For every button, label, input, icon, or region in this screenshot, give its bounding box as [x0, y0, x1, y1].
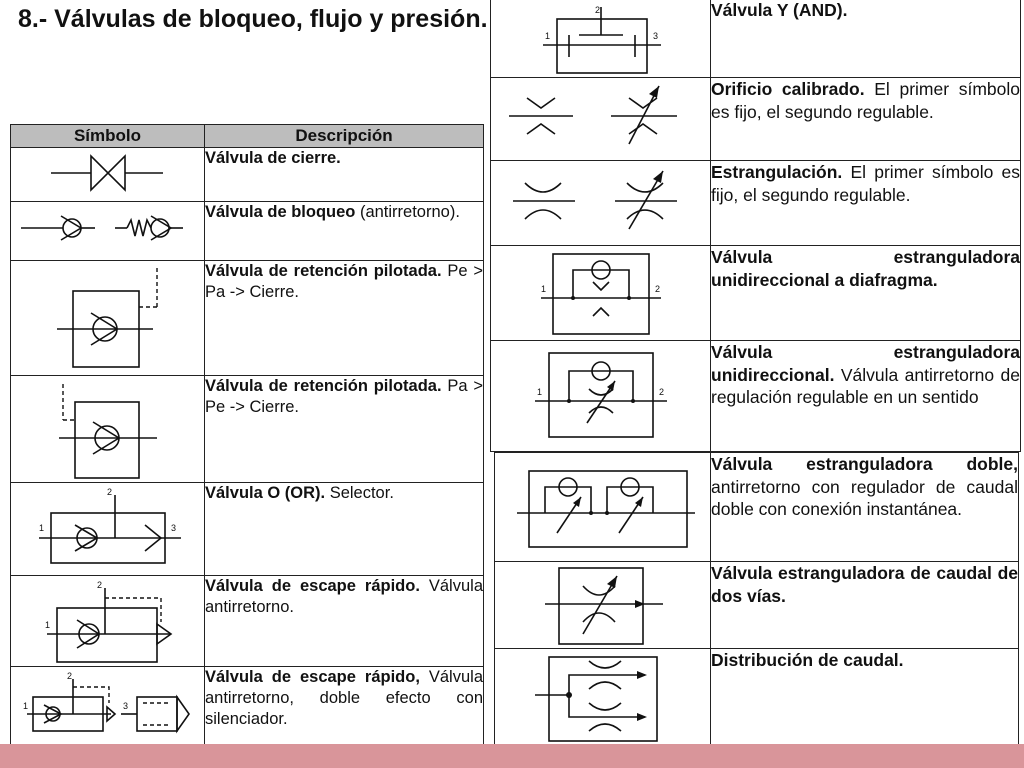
header-symbol: Símbolo — [11, 125, 205, 148]
symbol-cell — [495, 562, 711, 649]
description-cell: Válvula de escape rápido, Válvula antirretorno, doble efecto con silenciador. — [205, 667, 484, 748]
check-valve-icon — [11, 202, 205, 260]
table-row — [11, 576, 484, 667]
header-description: Descripción — [205, 125, 484, 148]
table-row — [491, 78, 1021, 161]
description-cell: Válvula de retención pilotada. Pa > Pe -> Cierre. — [205, 376, 484, 483]
shutoff-valve-icon — [11, 148, 205, 201]
svg-text:3: 3 — [653, 31, 659, 41]
quick-exhaust-silencer-icon — [11, 667, 205, 747]
piloted-check-valve-icon — [11, 261, 205, 375]
svg-text:1: 1 — [39, 523, 45, 533]
description-cell: Orificio calibrado. El primer símbolo es fijo, el segundo regulable. — [711, 78, 1021, 161]
table-row — [495, 562, 1019, 649]
and-valve-icon — [491, 0, 711, 77]
description-cell: Válvula Y (AND). — [711, 0, 1021, 78]
svg-text:1: 1 — [541, 284, 547, 294]
symbol-cell — [491, 78, 711, 161]
table-row — [11, 483, 484, 576]
description-cell: Válvula estranguladora unidireccional a diafragma. — [711, 246, 1021, 341]
description-cell: Válvula estranguladora de caudal de dos vías. — [711, 562, 1019, 649]
symbol-cell — [11, 376, 205, 483]
table-row — [491, 246, 1021, 341]
svg-text:3: 3 — [123, 701, 129, 711]
table-row — [11, 667, 484, 748]
description-cell: Estrangulación. El primer símbolo es fijo, el segundo regulable. — [711, 161, 1021, 246]
description-cell: Distribución de caudal. — [711, 649, 1019, 748]
symbol-cell — [11, 148, 205, 202]
svg-text:2: 2 — [659, 387, 665, 397]
symbol-cell — [11, 483, 205, 576]
svg-text:1: 1 — [537, 387, 543, 397]
svg-text:1: 1 — [23, 701, 29, 711]
table-row — [11, 148, 484, 202]
svg-text:2: 2 — [595, 5, 601, 15]
svg-text:2: 2 — [67, 671, 73, 681]
svg-text:2: 2 — [97, 580, 103, 590]
table-row — [11, 202, 484, 261]
table-row — [491, 161, 1021, 246]
symbol-cell — [491, 246, 711, 341]
left-symbol-table — [10, 124, 484, 748]
symbol-cell — [491, 341, 711, 452]
symbol-cell — [11, 202, 205, 261]
right-symbol-table — [490, 0, 1021, 452]
svg-text:2: 2 — [107, 487, 113, 497]
footer-band — [0, 744, 1024, 768]
svg-text:3: 3 — [171, 523, 177, 533]
two-way-flow-control-icon — [495, 562, 711, 648]
svg-text:2: 2 — [655, 284, 661, 294]
quick-exhaust-valve-icon — [11, 576, 205, 666]
flow-divider-icon — [495, 649, 711, 747]
table-row — [491, 341, 1021, 452]
table-row — [11, 261, 484, 376]
calibrated-orifice-icon — [491, 78, 711, 160]
symbol-cell — [495, 453, 711, 562]
description-cell: Válvula estranguladora doble, antirretorno con regulador de caudal doble con conexión instantánea. — [711, 453, 1019, 562]
table-row — [495, 453, 1019, 562]
description-cell: Válvula estranguladora unidireccional. Válvula antirretorno de regulación regulable en un sentido — [711, 341, 1021, 452]
piloted-check-valve-icon — [11, 376, 205, 482]
description-cell: Válvula de bloqueo (antirretorno). — [205, 202, 484, 261]
symbol-cell — [495, 649, 711, 748]
description-cell: Válvula O (OR). Selector. — [205, 483, 484, 576]
table-row — [11, 376, 484, 483]
or-valve-icon — [11, 483, 205, 575]
right-symbol-table-lower — [494, 452, 1019, 748]
symbol-cell — [11, 667, 205, 748]
section-title: 8.- Válvulas de bloqueo, flujo y presión. — [18, 5, 488, 33]
description-cell: Válvula de cierre. — [205, 148, 484, 202]
svg-text:1: 1 — [545, 31, 551, 41]
table-row — [491, 0, 1021, 78]
description-cell: Válvula de escape rápido. Válvula antirretorno. — [205, 576, 484, 667]
throttle-icon — [491, 161, 711, 245]
description-cell: Válvula de retención pilotada. Pe > Pa -> Cierre. — [205, 261, 484, 376]
table-row — [495, 649, 1019, 748]
symbol-cell — [491, 0, 711, 78]
one-way-throttle-icon — [491, 341, 711, 451]
symbol-cell — [11, 261, 205, 376]
one-way-diaphragm-throttle-icon — [491, 246, 711, 340]
symbol-cell — [11, 576, 205, 667]
double-throttle-icon — [495, 453, 711, 561]
symbol-cell — [491, 161, 711, 246]
svg-text:1: 1 — [45, 620, 51, 630]
